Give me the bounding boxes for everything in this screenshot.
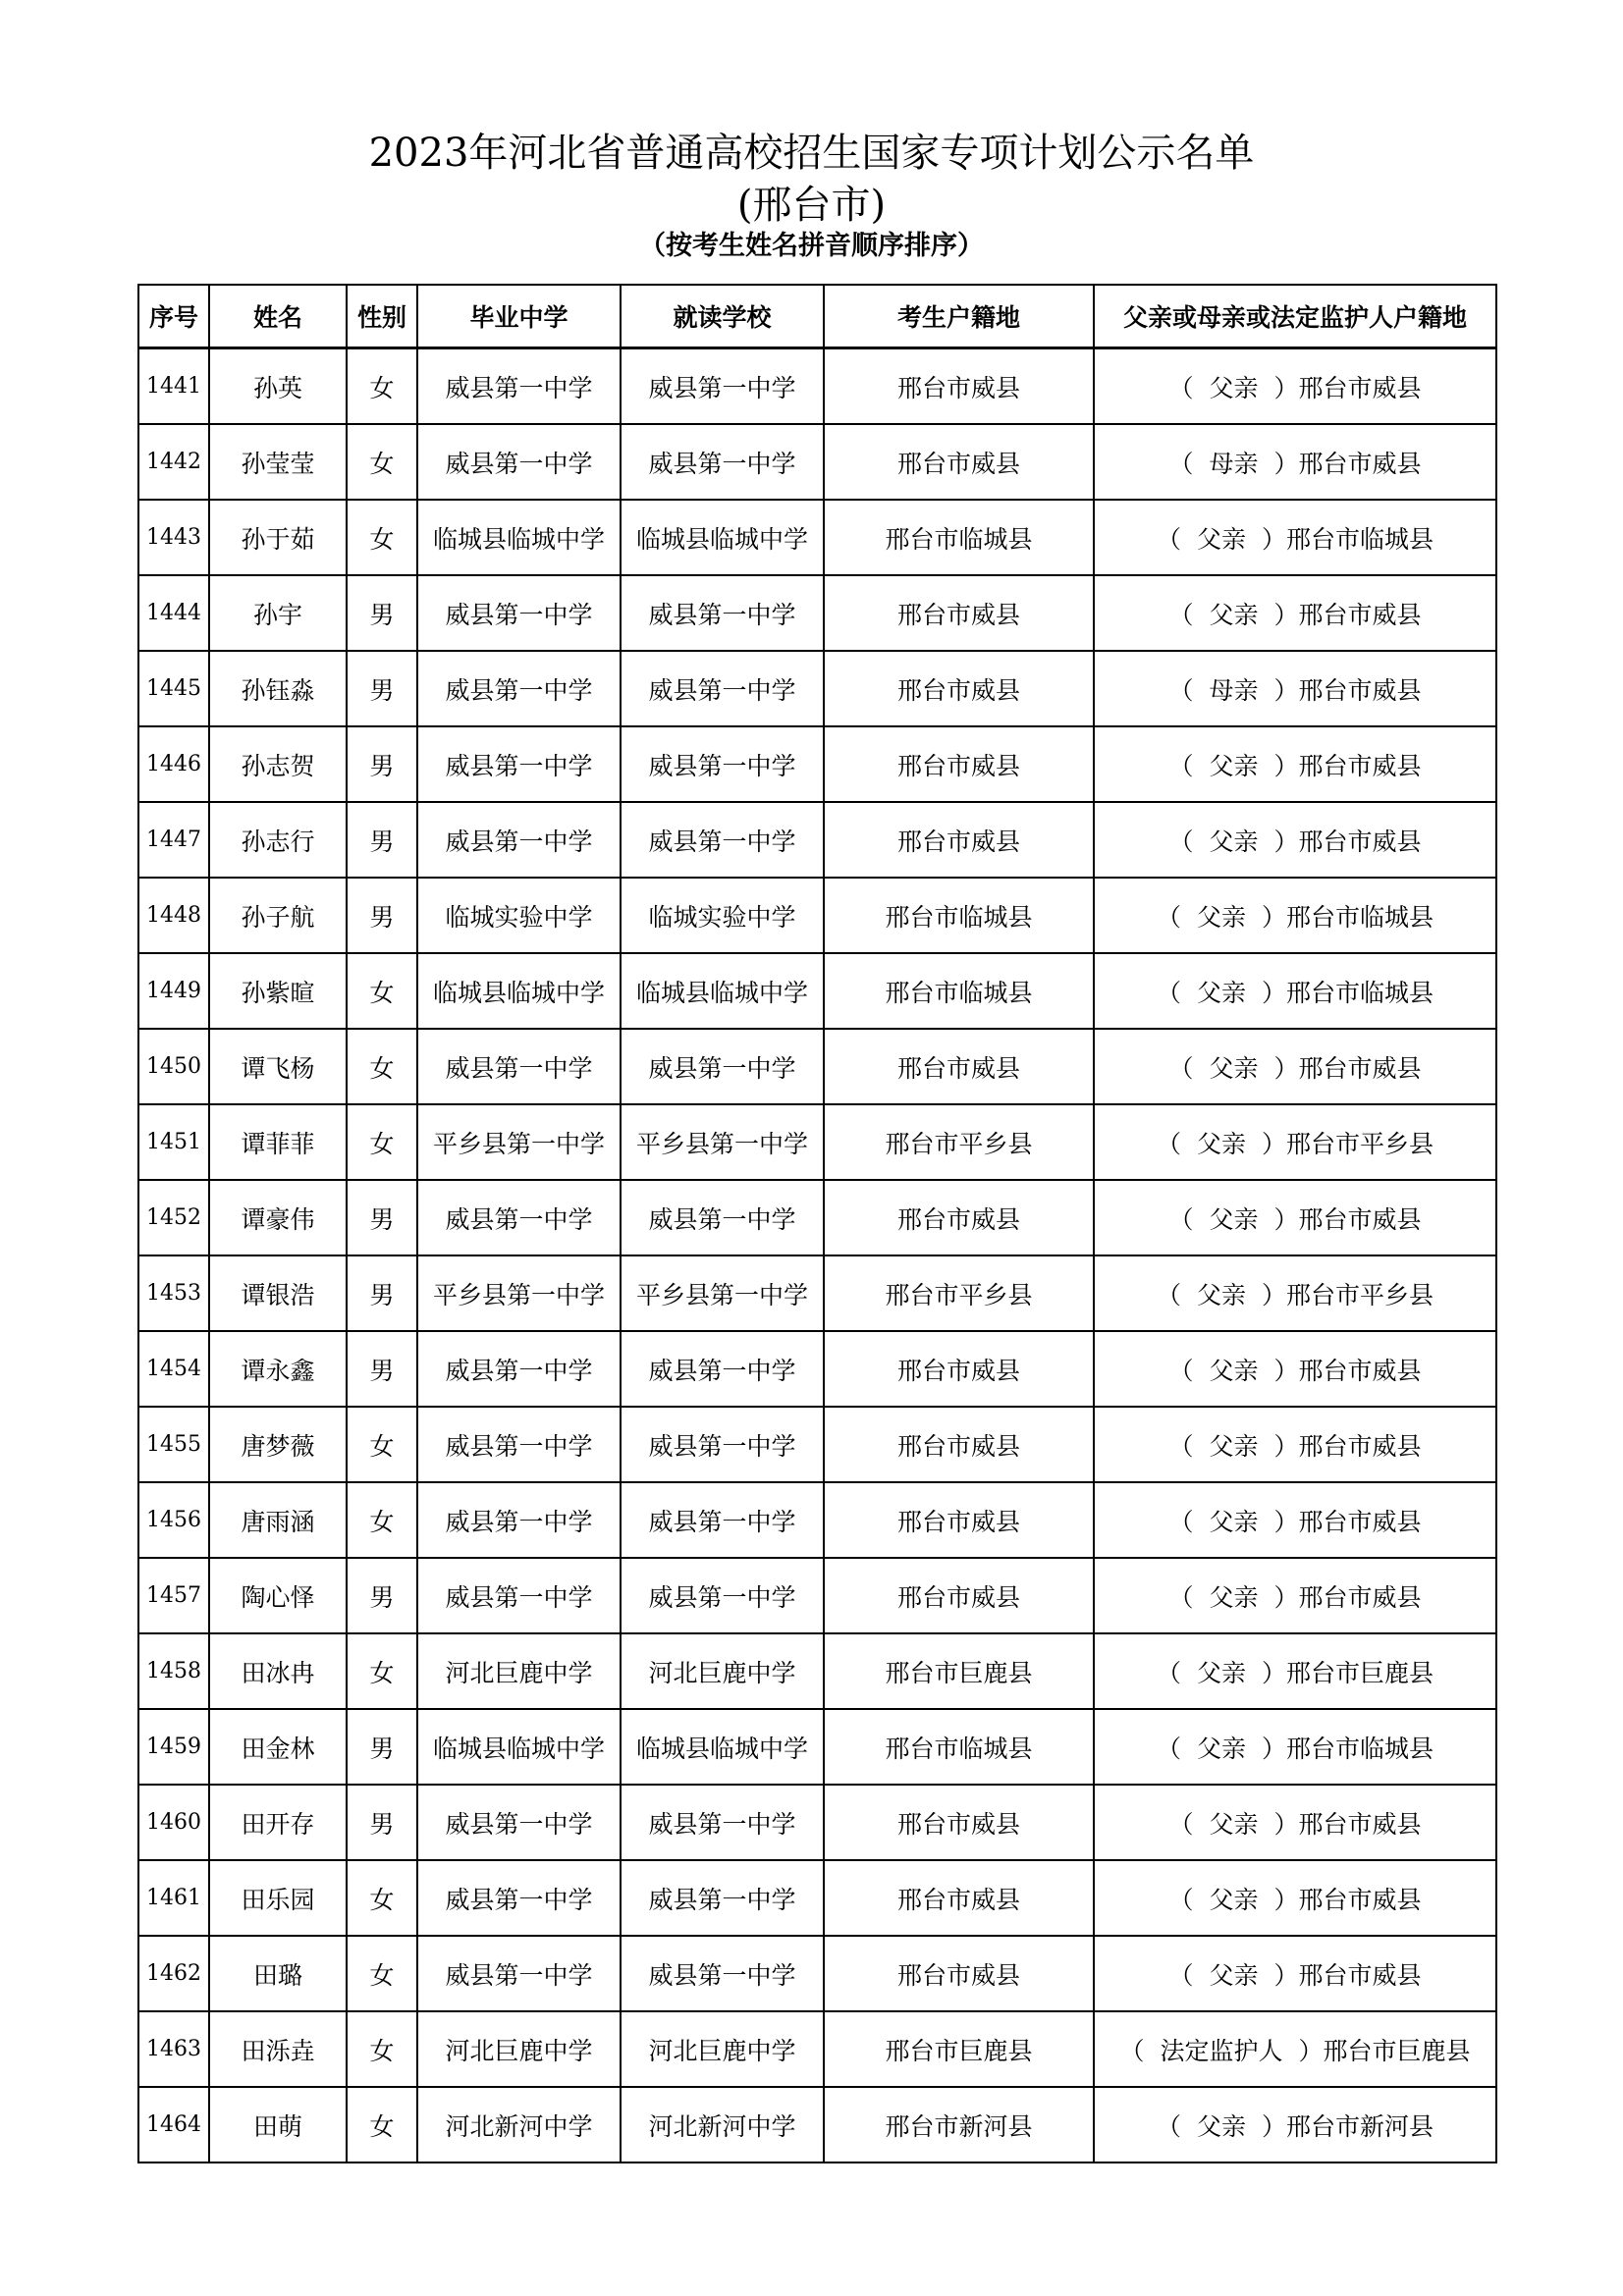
cell-current-school: 威县第一中学	[621, 1785, 824, 1860]
cell-seq: 1444	[138, 575, 209, 651]
cell-seq: 1454	[138, 1331, 209, 1407]
cell-hukou: 邢台市威县	[824, 1860, 1094, 1936]
cell-gender: 男	[347, 1785, 417, 1860]
header-name: 姓名	[209, 285, 347, 348]
cell-grad-school: 河北新河中学	[417, 2087, 621, 2163]
cell-gender: 男	[347, 1180, 417, 1255]
cell-name: 唐雨涵	[209, 1482, 347, 1558]
cell-current-school: 河北巨鹿中学	[621, 2011, 824, 2087]
cell-gender: 女	[347, 1407, 417, 1482]
cell-name: 孙宇	[209, 575, 347, 651]
cell-hukou: 邢台市临城县	[824, 953, 1094, 1029]
cell-guardian-hukou: （ 父亲 ）邢台市平乡县	[1094, 1255, 1496, 1331]
cell-gender: 女	[347, 1482, 417, 1558]
cell-gender: 女	[347, 2011, 417, 2087]
table-row	[138, 1029, 1496, 1104]
table-row	[138, 802, 1496, 878]
cell-guardian-hukou: （ 父亲 ）邢台市威县	[1094, 1029, 1496, 1104]
table-row	[138, 1331, 1496, 1407]
cell-grad-school: 临城实验中学	[417, 878, 621, 953]
cell-grad-school: 威县第一中学	[417, 726, 621, 802]
cell-seq: 1445	[138, 651, 209, 726]
header-seq: 序号	[138, 285, 209, 348]
cell-hukou: 邢台市威县	[824, 802, 1094, 878]
cell-current-school: 河北巨鹿中学	[621, 1633, 824, 1709]
cell-gender: 男	[347, 1709, 417, 1785]
table-row	[138, 1558, 1496, 1633]
cell-hukou: 邢台市巨鹿县	[824, 2011, 1094, 2087]
cell-hukou: 邢台市临城县	[824, 500, 1094, 575]
cell-grad-school: 威县第一中学	[417, 1558, 621, 1633]
cell-guardian-hukou: （ 父亲 ）邢台市威县	[1094, 1482, 1496, 1558]
cell-grad-school: 威县第一中学	[417, 1785, 621, 1860]
cell-seq: 1443	[138, 500, 209, 575]
cell-current-school: 威县第一中学	[621, 1860, 824, 1936]
cell-hukou: 邢台市新河县	[824, 2087, 1094, 2163]
cell-current-school: 威县第一中学	[621, 348, 824, 425]
cell-hukou: 邢台市威县	[824, 348, 1094, 425]
cell-name: 唐梦薇	[209, 1407, 347, 1482]
cell-name: 孙子航	[209, 878, 347, 953]
cell-guardian-hukou: （ 母亲 ）邢台市威县	[1094, 424, 1496, 500]
cell-current-school: 临城县临城中学	[621, 1709, 824, 1785]
cell-grad-school: 威县第一中学	[417, 802, 621, 878]
cell-guardian-hukou: （ 父亲 ）邢台市临城县	[1094, 878, 1496, 953]
cell-seq: 1447	[138, 802, 209, 878]
table-row	[138, 1860, 1496, 1936]
cell-hukou: 邢台市威县	[824, 1180, 1094, 1255]
cell-guardian-hukou: （ 父亲 ）邢台市威县	[1094, 1558, 1496, 1633]
cell-seq: 1441	[138, 348, 209, 425]
cell-hukou: 邢台市威县	[824, 1029, 1094, 1104]
cell-current-school: 临城实验中学	[621, 878, 824, 953]
cell-gender: 女	[347, 953, 417, 1029]
cell-seq: 1464	[138, 2087, 209, 2163]
cell-name: 孙钰淼	[209, 651, 347, 726]
cell-hukou: 邢台市临城县	[824, 1709, 1094, 1785]
cell-guardian-hukou: （ 父亲 ）邢台市威县	[1094, 1936, 1496, 2011]
cell-name: 孙于茹	[209, 500, 347, 575]
cell-name: 陶心怿	[209, 1558, 347, 1633]
table-row	[138, 500, 1496, 575]
cell-grad-school: 临城县临城中学	[417, 953, 621, 1029]
cell-current-school: 威县第一中学	[621, 726, 824, 802]
cell-hukou: 邢台市平乡县	[824, 1255, 1094, 1331]
cell-hukou: 邢台市巨鹿县	[824, 1633, 1094, 1709]
cell-current-school: 威县第一中学	[621, 424, 824, 500]
cell-current-school: 威县第一中学	[621, 802, 824, 878]
cell-guardian-hukou: （ 父亲 ）邢台市临城县	[1094, 500, 1496, 575]
cell-guardian-hukou: （ 父亲 ）邢台市巨鹿县	[1094, 1633, 1496, 1709]
cell-hukou: 邢台市威县	[824, 1785, 1094, 1860]
cell-gender: 男	[347, 1558, 417, 1633]
cell-name: 田萌	[209, 2087, 347, 2163]
cell-gender: 女	[347, 1936, 417, 2011]
cell-guardian-hukou: （ 父亲 ）邢台市临城县	[1094, 953, 1496, 1029]
cell-grad-school: 威县第一中学	[417, 1331, 621, 1407]
cell-guardian-hukou: （ 父亲 ）邢台市威县	[1094, 1407, 1496, 1482]
table-row	[138, 2087, 1496, 2163]
cell-gender: 女	[347, 2087, 417, 2163]
cell-current-school: 威县第一中学	[621, 1407, 824, 1482]
header-gender: 性别	[347, 285, 417, 348]
cell-grad-school: 威县第一中学	[417, 1180, 621, 1255]
cell-name: 孙莹莹	[209, 424, 347, 500]
cell-hukou: 邢台市威县	[824, 1558, 1094, 1633]
cell-gender: 女	[347, 348, 417, 425]
cell-seq: 1463	[138, 2011, 209, 2087]
document-city: (邢台市)	[736, 183, 887, 228]
table-row	[138, 878, 1496, 953]
cell-hukou: 邢台市平乡县	[824, 1104, 1094, 1180]
cell-seq: 1460	[138, 1785, 209, 1860]
table-row	[138, 424, 1496, 500]
cell-guardian-hukou: （ 父亲 ）邢台市威县	[1094, 575, 1496, 651]
cell-hukou: 邢台市威县	[824, 651, 1094, 726]
cell-seq: 1452	[138, 1180, 209, 1255]
cell-seq: 1458	[138, 1633, 209, 1709]
cell-name: 谭菲菲	[209, 1104, 347, 1180]
cell-name: 田金林	[209, 1709, 347, 1785]
cell-gender: 女	[347, 1104, 417, 1180]
cell-grad-school: 威县第一中学	[417, 348, 621, 425]
cell-hukou: 邢台市威县	[824, 1407, 1094, 1482]
cell-guardian-hukou: （ 父亲 ）邢台市平乡县	[1094, 1104, 1496, 1180]
document-title: 2023年河北省普通高校招生国家专项计划公示名单	[368, 131, 1255, 176]
cell-name: 孙志行	[209, 802, 347, 878]
cell-seq: 1453	[138, 1255, 209, 1331]
cell-guardian-hukou: （ 父亲 ）邢台市威县	[1094, 348, 1496, 425]
cell-guardian-hukou: （ 父亲 ）邢台市临城县	[1094, 1709, 1496, 1785]
cell-name: 田乐园	[209, 1860, 347, 1936]
cell-gender: 男	[347, 878, 417, 953]
cell-gender: 男	[347, 575, 417, 651]
header-current-school: 就读学校	[621, 285, 824, 348]
cell-name: 田开存	[209, 1785, 347, 1860]
header-grad-school: 毕业中学	[417, 285, 621, 348]
cell-current-school: 平乡县第一中学	[621, 1255, 824, 1331]
cell-name: 田璐	[209, 1936, 347, 2011]
cell-gender: 男	[347, 1255, 417, 1331]
cell-current-school: 威县第一中学	[621, 1180, 824, 1255]
cell-guardian-hukou: （ 母亲 ）邢台市威县	[1094, 651, 1496, 726]
table-row	[138, 1255, 1496, 1331]
table-row	[138, 953, 1496, 1029]
cell-grad-school: 临城县临城中学	[417, 1709, 621, 1785]
cell-guardian-hukou: （ 父亲 ）邢台市威县	[1094, 802, 1496, 878]
cell-hukou: 邢台市威县	[824, 575, 1094, 651]
cell-name: 孙紫暄	[209, 953, 347, 1029]
cell-guardian-hukou: （ 父亲 ）邢台市新河县	[1094, 2087, 1496, 2163]
cell-current-school: 威县第一中学	[621, 1482, 824, 1558]
table-row	[138, 348, 1496, 425]
cell-current-school: 威县第一中学	[621, 1029, 824, 1104]
document-sort-note: （按考生姓名拼音顺序排序）	[639, 231, 984, 261]
table-row	[138, 1180, 1496, 1255]
cell-grad-school: 威县第一中学	[417, 1936, 621, 2011]
cell-seq: 1446	[138, 726, 209, 802]
cell-name: 孙英	[209, 348, 347, 425]
cell-seq: 1462	[138, 1936, 209, 2011]
cell-hukou: 邢台市威县	[824, 1331, 1094, 1407]
cell-gender: 女	[347, 424, 417, 500]
header-hukou: 考生户籍地	[824, 285, 1094, 348]
cell-gender: 女	[347, 1633, 417, 1709]
table-row	[138, 1785, 1496, 1860]
cell-seq: 1449	[138, 953, 209, 1029]
cell-current-school: 威县第一中学	[621, 1558, 824, 1633]
table-row	[138, 726, 1496, 802]
cell-current-school: 威县第一中学	[621, 651, 824, 726]
cell-seq: 1448	[138, 878, 209, 953]
cell-guardian-hukou: （ 父亲 ）邢台市威县	[1094, 1180, 1496, 1255]
cell-name: 谭银浩	[209, 1255, 347, 1331]
cell-current-school: 临城县临城中学	[621, 500, 824, 575]
cell-current-school: 威县第一中学	[621, 1936, 824, 2011]
cell-guardian-hukou: （ 父亲 ）邢台市威县	[1094, 726, 1496, 802]
cell-grad-school: 威县第一中学	[417, 1407, 621, 1482]
header-guardian-hukou: 父亲或母亲或法定监护人户籍地	[1094, 285, 1496, 348]
cell-guardian-hukou: （ 父亲 ）邢台市威县	[1094, 1331, 1496, 1407]
cell-seq: 1455	[138, 1407, 209, 1482]
cell-grad-school: 威县第一中学	[417, 575, 621, 651]
cell-grad-school: 威县第一中学	[417, 651, 621, 726]
cell-seq: 1461	[138, 1860, 209, 1936]
cell-current-school: 威县第一中学	[621, 1331, 824, 1407]
table-row	[138, 1709, 1496, 1785]
cell-hukou: 邢台市威县	[824, 1936, 1094, 2011]
cell-hukou: 邢台市威县	[824, 424, 1094, 500]
cell-grad-school: 平乡县第一中学	[417, 1255, 621, 1331]
cell-current-school: 平乡县第一中学	[621, 1104, 824, 1180]
cell-gender: 男	[347, 651, 417, 726]
table-row	[138, 1936, 1496, 2011]
cell-seq: 1456	[138, 1482, 209, 1558]
table-row	[138, 1104, 1496, 1180]
cell-seq: 1451	[138, 1104, 209, 1180]
cell-name: 谭豪伟	[209, 1180, 347, 1255]
cell-seq: 1442	[138, 424, 209, 500]
table-row	[138, 2011, 1496, 2087]
cell-name: 谭飞杨	[209, 1029, 347, 1104]
table-header-row	[138, 285, 1496, 348]
cell-gender: 女	[347, 1860, 417, 1936]
cell-gender: 女	[347, 1029, 417, 1104]
cell-grad-school: 平乡县第一中学	[417, 1104, 621, 1180]
cell-grad-school: 河北巨鹿中学	[417, 1633, 621, 1709]
cell-grad-school: 威县第一中学	[417, 424, 621, 500]
cell-grad-school: 威县第一中学	[417, 1860, 621, 1936]
table-row	[138, 1482, 1496, 1558]
cell-seq: 1450	[138, 1029, 209, 1104]
roster-table	[137, 284, 1497, 2163]
cell-guardian-hukou: （ 父亲 ）邢台市威县	[1094, 1860, 1496, 1936]
table-row	[138, 1633, 1496, 1709]
cell-name: 田泺垚	[209, 2011, 347, 2087]
cell-seq: 1457	[138, 1558, 209, 1633]
cell-current-school: 河北新河中学	[621, 2087, 824, 2163]
cell-guardian-hukou: （ 父亲 ）邢台市威县	[1094, 1785, 1496, 1860]
cell-name: 田冰冉	[209, 1633, 347, 1709]
cell-current-school: 临城县临城中学	[621, 953, 824, 1029]
cell-hukou: 邢台市威县	[824, 1482, 1094, 1558]
table-body	[138, 348, 1496, 2163]
cell-gender: 男	[347, 802, 417, 878]
cell-grad-school: 临城县临城中学	[417, 500, 621, 575]
table-row	[138, 1407, 1496, 1482]
cell-name: 孙志贺	[209, 726, 347, 802]
table-row	[138, 575, 1496, 651]
cell-guardian-hukou: （ 法定监护人 ）邢台市巨鹿县	[1094, 2011, 1496, 2087]
cell-gender: 男	[347, 1331, 417, 1407]
cell-grad-school: 河北巨鹿中学	[417, 2011, 621, 2087]
cell-hukou: 邢台市威县	[824, 726, 1094, 802]
table-row	[138, 651, 1496, 726]
cell-grad-school: 威县第一中学	[417, 1029, 621, 1104]
cell-gender: 男	[347, 726, 417, 802]
cell-gender: 女	[347, 500, 417, 575]
cell-grad-school: 威县第一中学	[417, 1482, 621, 1558]
cell-current-school: 威县第一中学	[621, 575, 824, 651]
cell-hukou: 邢台市临城县	[824, 878, 1094, 953]
cell-seq: 1459	[138, 1709, 209, 1785]
cell-name: 谭永鑫	[209, 1331, 347, 1407]
